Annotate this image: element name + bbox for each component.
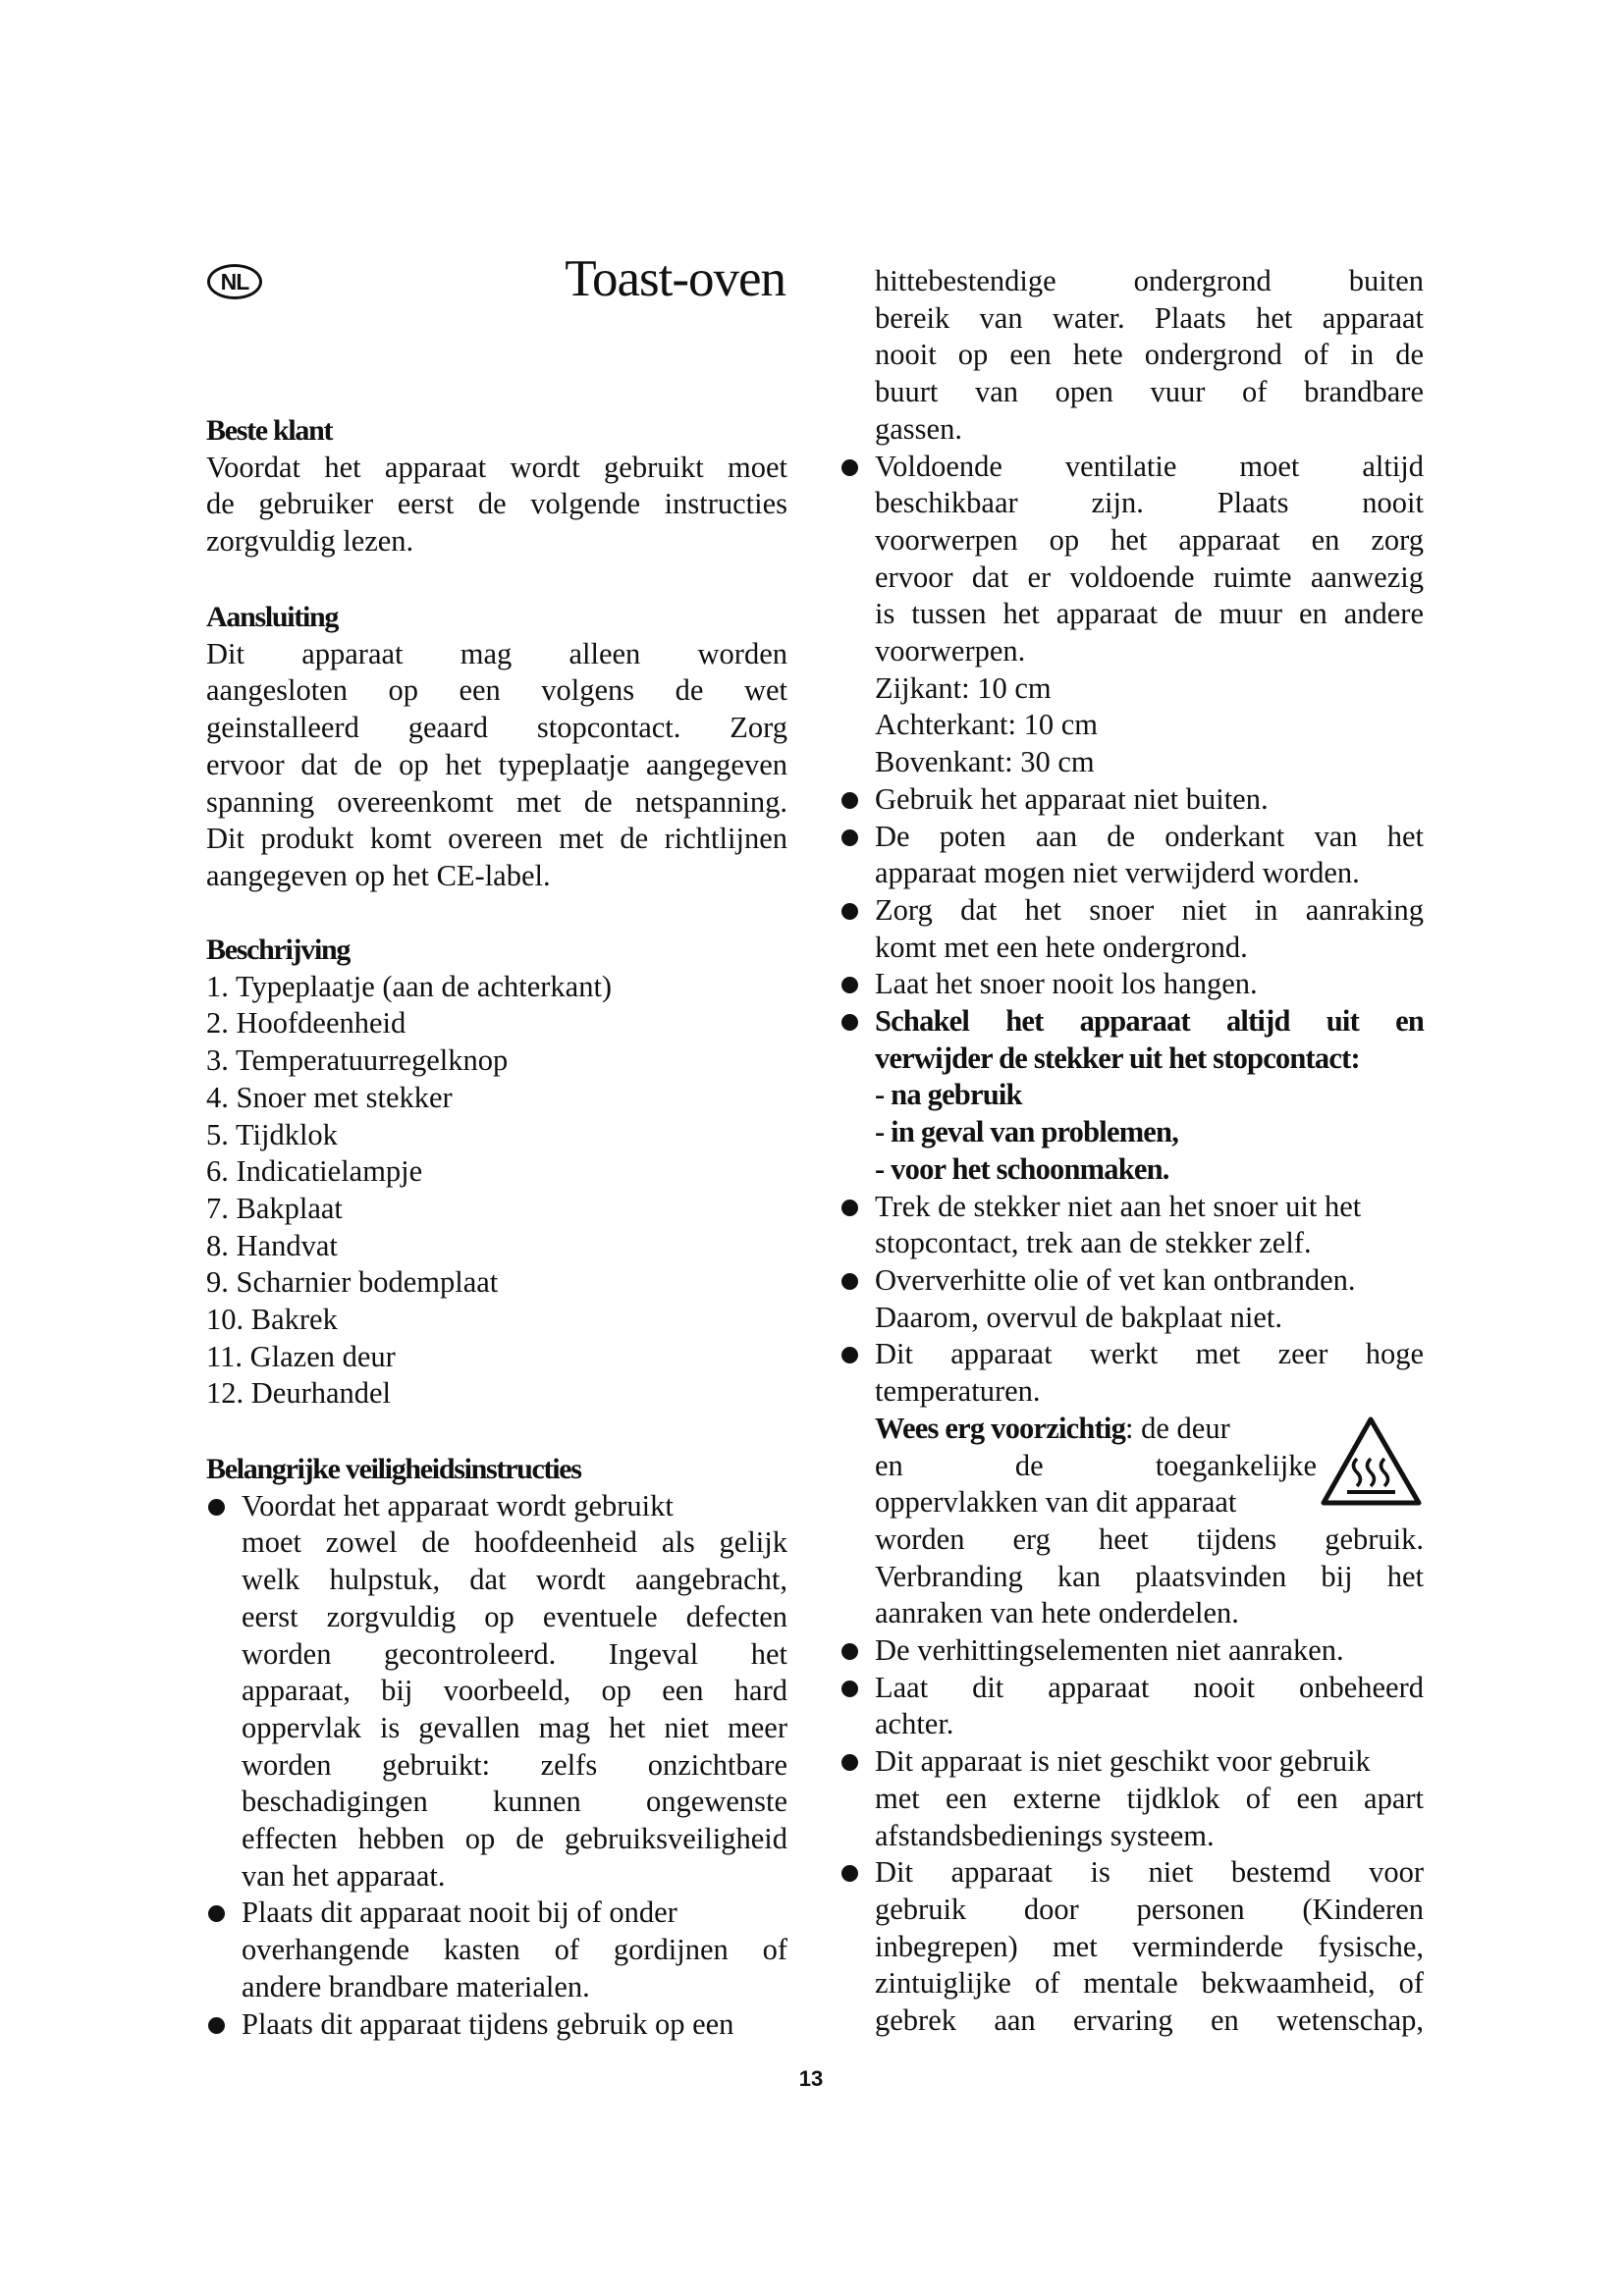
paragraph-line: aanraken van hete onderdelen.	[875, 1596, 1239, 1630]
paragraph-line: apparaat, bij voorbeeld, op een hard	[242, 1674, 787, 1708]
bullet-item: Laat het snoer nooit los hangen.	[839, 966, 1424, 1003]
clearance-top: Bovenkant: 30 cm	[875, 745, 1095, 779]
paragraph-line: en de toegankelijke	[875, 1448, 1317, 1482]
paragraph-line: Voordat het apparaat wordt gebruikt moet	[206, 450, 787, 484]
hot-surface-warning-icon	[1320, 1415, 1423, 1508]
paragraph-line: voorwerpen.	[875, 634, 1026, 668]
safety-heading: Belangrijke veiligheidsinstructies	[206, 1453, 581, 1485]
list-item: 1. Typeplaatje (aan de achterkant)	[206, 969, 613, 1003]
list-item: 10. Bakrek	[206, 1303, 338, 1337]
caution-text: : de deur	[1125, 1411, 1230, 1445]
paragraph-line: van het apparaat.	[242, 1858, 446, 1893]
paragraph-line: worden gebruikt: zelfs onzichtbare	[242, 1747, 787, 1782]
paragraph-line: Daarom, overvul de bakplaat niet.	[875, 1300, 1282, 1334]
list-item: 3. Temperatuurregelknop	[206, 1043, 509, 1078]
sub-item: - voor het schoonmaken.	[875, 1151, 1169, 1186]
paragraph-line: oppervlakken van dit apparaat	[875, 1485, 1237, 1520]
bullet-item: De poten aan de onderkant van het	[839, 819, 1424, 856]
list-item: 7. Bakplaat	[206, 1191, 343, 1225]
connection-heading: Aansluiting	[206, 601, 339, 633]
paragraph-line: gebrek aan ervaring en wetenschap,	[875, 2003, 1424, 2038]
paragraph-line: eerst zorgvuldig op eventuele defecten	[242, 1599, 787, 1633]
paragraph-line: beschikbaar zijn. Plaats nooit	[875, 486, 1424, 520]
paragraph-line: moet zowel de hoofdeenheid als gelijk	[242, 1525, 787, 1560]
clearance-back: Achterkant: 10 cm	[875, 708, 1098, 742]
bullet-item: Dit apparaat werkt met zeer hoge	[839, 1336, 1424, 1373]
paragraph-line: geinstalleerd geaard stopcontact. Zorg	[206, 711, 787, 745]
paragraph-line: overhangende kasten of gordijnen of	[242, 1933, 787, 1967]
bullet-item: Laat dit apparaat nooit onbeheerd	[839, 1670, 1424, 1707]
safety-continued	[839, 263, 1424, 2040]
intro-section	[206, 412, 787, 561]
paragraph-line	[839, 1411, 1317, 1448]
paragraph-line: hittebestendige ondergrond buiten	[875, 264, 1424, 297]
bullet-item: Plaats dit apparaat nooit bij of onder	[206, 1895, 787, 1932]
paragraph-line: ervoor dat de op het typeplaatje aangegeven	[206, 747, 787, 781]
paragraph-line: bereik van water. Plaats het apparaat	[875, 300, 1424, 335]
paragraph-line: zorgvuldig lezen.	[206, 524, 414, 559]
paragraph-line: voorwerpen op het apparaat en zorg	[875, 522, 1424, 557]
paragraph-line: worden erg heet tijdens gebruik.	[875, 1522, 1424, 1556]
paragraph-line: worden gecontroleerd. Ingeval het	[242, 1636, 787, 1671]
bullet-item: Voordat het apparaat wordt gebruikt	[206, 1488, 787, 1525]
paragraph-line: effecten hebben op de gebruiksveiligheid	[242, 1822, 787, 1856]
list-item: 5. Tijdklok	[206, 1117, 338, 1151]
clearance-side: Zijkant: 10 cm	[875, 670, 1052, 705]
bullet-item: De verhittingselementen niet aanraken.	[839, 1632, 1424, 1670]
paragraph-line: aangegeven op het CE-label.	[206, 858, 551, 892]
bullet-item: Dit apparaat is niet bestemd voor	[839, 1854, 1424, 1892]
paragraph-line: beschadigingen kunnen ongewenste	[242, 1785, 787, 1819]
list-item: 11. Glazen deur	[206, 1339, 396, 1373]
list-item: 6. Indicatielampje	[206, 1154, 423, 1189]
description-heading: Beschrijving	[206, 934, 351, 966]
bullet-item: Schakel het apparaat altijd uit en	[839, 1003, 1424, 1041]
caution-emphasis: Wees erg voorzichtig	[875, 1411, 1126, 1445]
language-badge: NL	[207, 264, 262, 299]
paragraph-line: gebruik door personen (Kinderen	[875, 1892, 1424, 1926]
paragraph-line: is tussen het apparaat de muur en andere	[875, 597, 1424, 631]
paragraph-line: inbegrepen) met verminderde fysische,	[875, 1929, 1424, 1963]
paragraph-line: de gebruiker eerst de volgende instructies	[206, 487, 787, 521]
safety-section	[206, 1451, 787, 2043]
bullet-item: Dit apparaat is niet geschikt voor gebruik	[839, 1743, 1424, 1781]
paragraph-line: Dit produkt komt overeen met de richtlijnen	[206, 822, 787, 856]
paragraph-line: buurt van open vuur of brandbare	[875, 375, 1424, 409]
list-item: 8. Handvat	[206, 1228, 338, 1262]
paragraph-line: oppervlak is gevallen mag het niet meer	[242, 1710, 787, 1744]
bullet-item: Plaats dit apparaat tijdens gebruik op een	[206, 2006, 787, 2044]
paragraph-line: aangesloten op een volgens de wet	[206, 673, 787, 708]
bullet-item: Oververhitte olie of vet kan ontbranden.	[839, 1262, 1424, 1300]
paragraph-line: temperaturen.	[875, 1374, 1041, 1409]
paragraph-line: afstandsbedienings systeem.	[875, 1818, 1215, 1852]
paragraph-line: Verbranding kan plaatsvinden bij het	[875, 1559, 1424, 1593]
intro-heading: Beste klant	[206, 414, 333, 447]
paragraph-line: stopcontact, trek aan de stekker zelf.	[875, 1226, 1312, 1260]
paragraph-line: nooit op een hete ondergrond of in de	[875, 338, 1424, 372]
page-title: Toast-oven	[565, 250, 785, 307]
paragraph-line: ervoor dat er voldoende ruimte aanwezig	[875, 560, 1424, 594]
paragraph-line: gassen.	[875, 411, 962, 446]
list-item: 4. Snoer met stekker	[206, 1080, 453, 1114]
bullet-item: Voldoende ventilatie moet altijd	[839, 449, 1424, 486]
paragraph-line: achter.	[875, 1707, 954, 1741]
paragraph-line: komt met een hete ondergrond.	[875, 930, 1248, 964]
description-section	[206, 932, 787, 1413]
page-number: 13	[798, 2066, 824, 2091]
paragraph-line: apparaat mogen niet verwijderd worden.	[875, 856, 1360, 890]
sub-item: - na gebruik	[875, 1078, 1022, 1112]
paragraph-line: spanning overeenkomt met de netspanning.	[206, 784, 787, 819]
paragraph-line: met een externe tijdklok of een apart	[875, 1781, 1424, 1815]
bullet-item: Zorg dat het snoer niet in aanraking	[839, 892, 1424, 930]
list-item: 2. Hoofdeenheid	[206, 1006, 406, 1041]
paragraph-line: Dit apparaat mag alleen worden	[206, 636, 787, 670]
paragraph-line: zintuiglijke of mentale bekwaamheid, of	[875, 1966, 1424, 2001]
paragraph-line: verwijder de stekker uit het stopcontact:	[875, 1041, 1360, 1075]
connection-section	[206, 599, 787, 895]
list-item: 12. Deurhandel	[206, 1376, 392, 1411]
paragraph-line: welk hulpstuk, dat wordt aangebracht,	[242, 1563, 787, 1597]
bullet-item: Gebruik het apparaat niet buiten.	[839, 781, 1424, 819]
paragraph-line: andere brandbare materialen.	[242, 1969, 590, 2003]
list-item: 9. Scharnier bodemplaat	[206, 1265, 499, 1300]
bullet-item: Trek de stekker niet aan het snoer uit het	[839, 1189, 1424, 1226]
sub-item: - in geval van problemen,	[875, 1115, 1179, 1149]
